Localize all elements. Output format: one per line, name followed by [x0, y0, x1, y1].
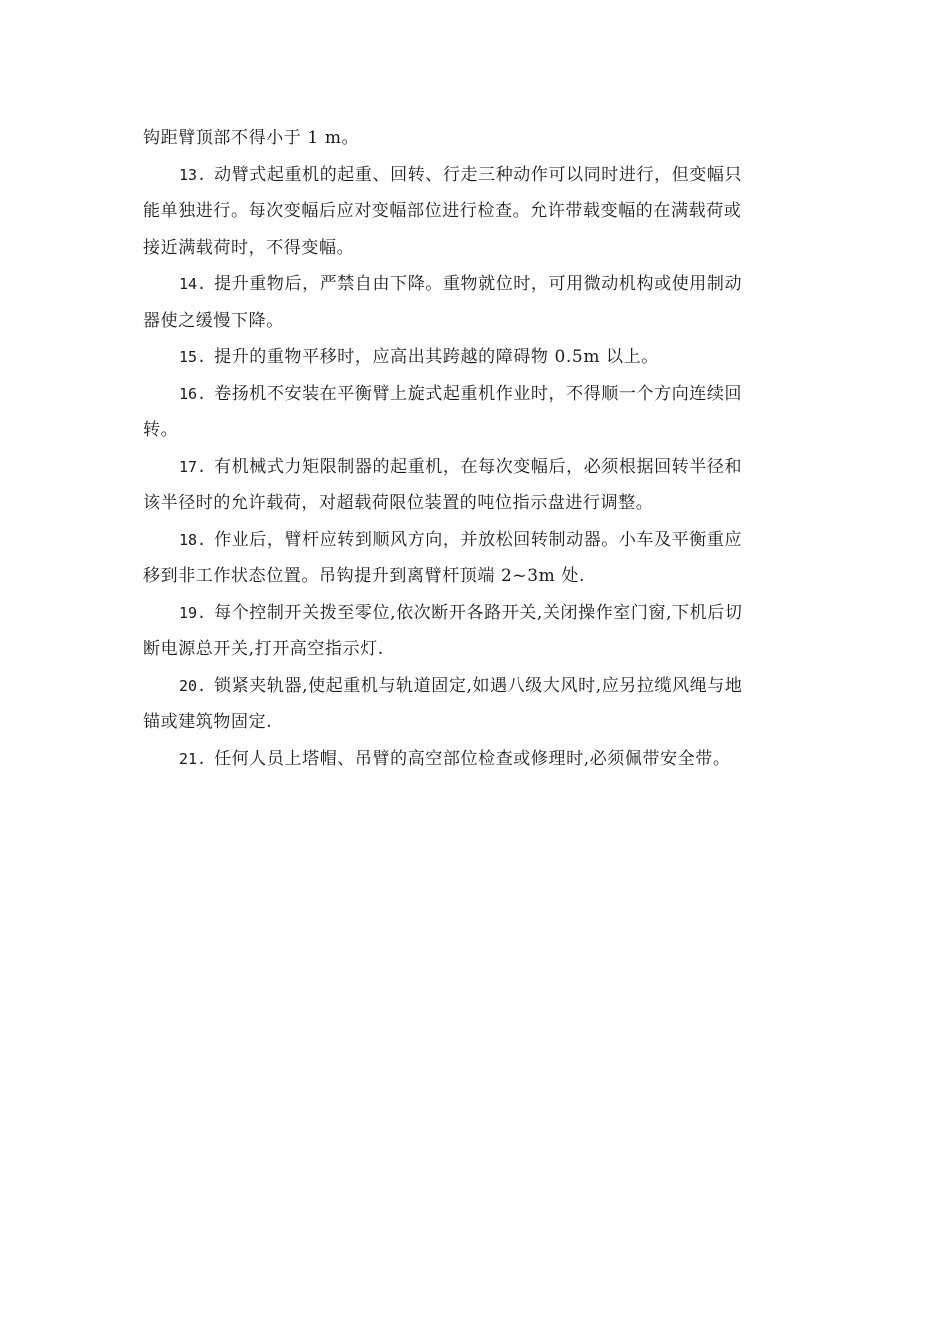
item-19-line-1: 19. 每个控制开关拨至零位,依次断开各路开关,关闭操作室门窗,下机后切 — [179, 602, 743, 623]
item-20-line-1: 20. 锁紧夹轨器,使起重机与轨道固定,如遇八级大风时,应另拉缆风绳与地 — [179, 675, 743, 696]
item-20-line-2: 锚或建筑物固定. — [143, 712, 273, 732]
item-number: 16. — [179, 384, 207, 403]
item-13-line-2: 能单独进行。每次变幅后应对变幅部位进行检查。允许带载变幅的在满载荷或 — [143, 201, 742, 221]
document-body — [143, 120, 807, 777]
item-number: 21. — [179, 749, 207, 768]
item-number: 17. — [179, 457, 207, 476]
item-number: 19. — [179, 603, 207, 622]
item-18-line-2: 移到非工作状态位置。吊钩提升到离臂杆顶端 2~3m 处. — [143, 566, 586, 586]
item-21-line-1: 21. 任何人员上塔帽、吊臂的高空部位检查或修理时,必须佩带安全带。 — [179, 748, 731, 769]
text-line: 钩距臂顶部不得小于 1 m。 — [143, 128, 360, 148]
item-13-line-3: 接近满载荷时，不得变幅。 — [143, 237, 355, 258]
item-number: 15. — [179, 348, 207, 366]
item-17-line-1: 17. 有机械式力矩限制器的起重机，在每次变幅后，必须根据回转半径和 — [179, 456, 743, 477]
item-15-line-1: 15. 提升的重物平移时，应高出其跨越的障碍物 0.5m 以上。 — [179, 347, 659, 367]
item-14-line-1: 14. 提升重物后，严禁自由下降。重物就位时，可用微动机构或使用制动 — [179, 274, 743, 294]
item-17-line-2: 该半径时的允许载荷，对超载荷限位装置的吨位指示盘进行调整。 — [143, 493, 654, 513]
item-13-line-1: 13. 动臂式起重机的起重、回转、行走三种动作可以同时进行，但变幅只 — [179, 164, 743, 185]
item-16-line-2: 转。 — [143, 420, 179, 440]
item-number: 18. — [179, 530, 207, 549]
item-18-line-1: 18. 作业后，臂杆应转到顺风方向，并放松回转制动器。小车及平衡重应 — [179, 529, 743, 550]
item-number: 13. — [179, 165, 207, 184]
item-14-line-2: 器使之缓慢下降。 — [143, 310, 284, 331]
item-number: 20. — [179, 676, 207, 695]
item-19-line-2: 断电源总开关,打开高空指示灯. — [143, 639, 384, 659]
item-number: 14. — [179, 275, 207, 293]
item-16-line-1: 16. 卷扬机不安装在平衡臂上旋式起重机作业时，不得顺一个方向连续回 — [179, 383, 743, 404]
